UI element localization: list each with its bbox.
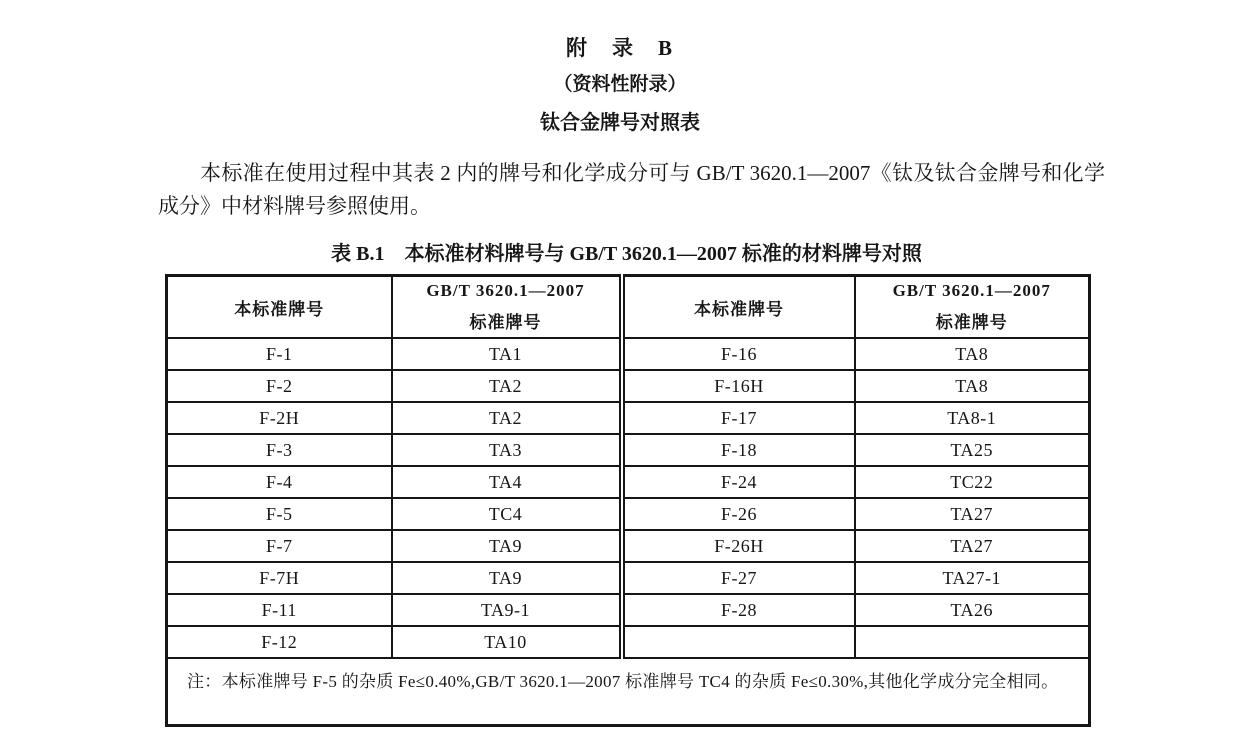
table-cell: F-7H [167, 562, 392, 594]
table-cell: TA8 [855, 370, 1090, 402]
header-label: 本标准牌号 [694, 299, 784, 319]
table-cell: TA25 [855, 434, 1090, 466]
header-cell-standard-grade-right [622, 276, 855, 339]
table-cell: TA10 [392, 626, 622, 658]
table-row [167, 338, 1090, 370]
header-label-line2: 标准牌号 [935, 313, 1008, 332]
appendix-heading-block [0, 0, 1240, 135]
table-cell: TA27 [855, 530, 1090, 562]
table-cell: F-3 [167, 434, 392, 466]
table-cell: F-18 [622, 434, 855, 466]
table-cell: TC22 [855, 466, 1090, 498]
table-cell [855, 626, 1090, 658]
header-cell-gbt-grade-left [392, 276, 622, 339]
table-cell: F-11 [167, 594, 392, 626]
table-cell: TA27 [855, 498, 1090, 530]
table-row [167, 370, 1090, 402]
table-cell: TA26 [855, 594, 1090, 626]
table-cell: F-26 [622, 498, 855, 530]
table-cell: F-1 [167, 338, 392, 370]
table-cell: F-17 [622, 402, 855, 434]
appendix-title: 钛合金牌号对照表 [540, 112, 700, 134]
table-cell: F-24 [622, 466, 855, 498]
appendix-type: （资料性附录） [553, 74, 687, 95]
table-cell: F-2 [167, 370, 392, 402]
table-cell: F-16 [622, 338, 855, 370]
table-cell: F-27 [622, 562, 855, 594]
table-cell: F-2H [167, 402, 392, 434]
table-cell: TA8-1 [855, 402, 1090, 434]
table-row [167, 466, 1090, 498]
intro-paragraph: 本标准在使用过程中其表 2 内的牌号和化学成分可与 GB/T 3620.1—2007《钛及钛合金牌号和化学成分》中材料牌号参照使用。 [158, 161, 1105, 218]
appendix-label: 附 录 B [565, 36, 674, 60]
table-row [167, 402, 1090, 434]
table-caption: 表 B.1 本标准材料牌号与 GB/T 3620.1—2007 标准的材料牌号对照 [331, 243, 922, 265]
header-label-line2: 标准牌号 [469, 313, 542, 332]
table-cell: TA8 [855, 338, 1090, 370]
header-cell-gbt-grade-right [855, 276, 1090, 339]
table-header-row [167, 276, 1090, 339]
header-cell-standard-grade-left [167, 276, 392, 339]
header-label-line1: GB/T 3620.1—2007 [426, 281, 585, 300]
table-cell: F-12 [167, 626, 392, 658]
table-cell: TA9 [392, 562, 622, 594]
table-cell: F-5 [167, 498, 392, 530]
table-row [167, 498, 1090, 530]
table-row [167, 434, 1090, 466]
table-cell: TA27-1 [855, 562, 1090, 594]
table-note: 注：本标准牌号 F-5 的杂质 Fe≤0.40%,GB/T 3620.1—2007 标准牌号 TC4 的杂质 Fe≤0.30%,其他化学成分完全相同。 [187, 672, 1059, 691]
table-cell: F-7 [167, 530, 392, 562]
table-cell: TA3 [392, 434, 622, 466]
table-row [167, 626, 1090, 658]
table-cell: F-28 [622, 594, 855, 626]
table-cell: TA9 [392, 530, 622, 562]
table-row [167, 594, 1090, 626]
table-cell: TC4 [392, 498, 622, 530]
grade-comparison-table [165, 274, 1091, 727]
table-cell: TA1 [392, 338, 622, 370]
table-cell: TA2 [392, 402, 622, 434]
table-cell: F-26H [622, 530, 855, 562]
table-cell [622, 626, 855, 658]
header-label: 本标准牌号 [234, 299, 325, 319]
table-cell: TA2 [392, 370, 622, 402]
table-cell: F-16H [622, 370, 855, 402]
table-cell: TA9-1 [392, 594, 622, 626]
table-cell: F-4 [167, 466, 392, 498]
table-row [167, 530, 1090, 562]
header-label-line1: GB/T 3620.1—2007 [892, 281, 1051, 300]
table-cell: TA4 [392, 466, 622, 498]
table-row [167, 562, 1090, 594]
table-note-row [167, 658, 1090, 726]
table-note-cell [167, 658, 1090, 726]
